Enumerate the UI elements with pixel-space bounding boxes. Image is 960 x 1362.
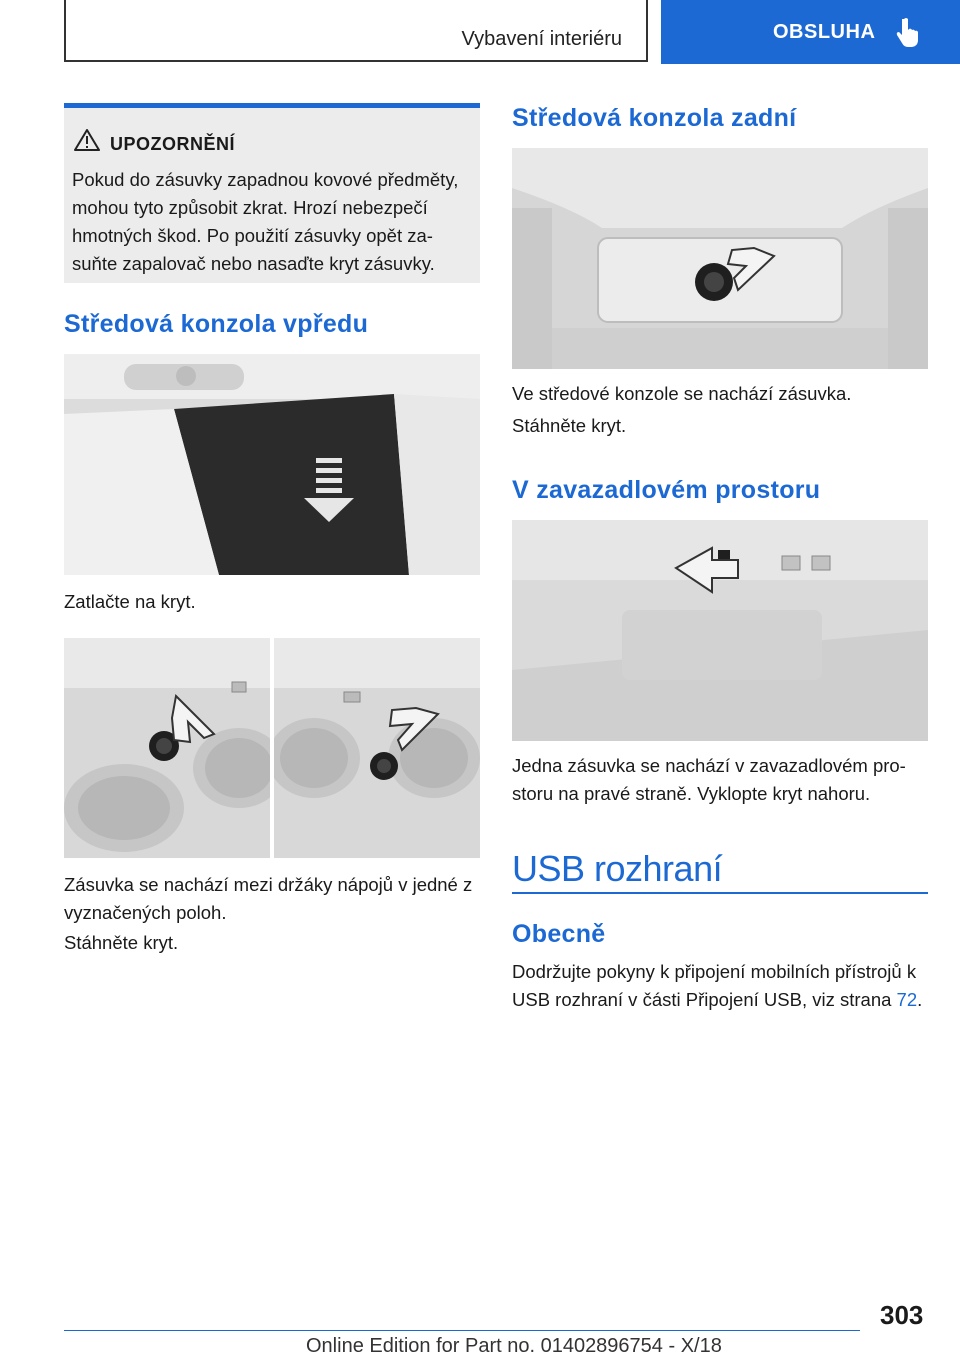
hand-pointer-icon (895, 17, 921, 47)
usb-heading: USB rozhraní (512, 848, 723, 889)
cupholder-caption-line: vyznačených poloh. (64, 902, 227, 923)
trunk-caption-line: Jedna zásuvka se nachází v zavazadlovém pro- (512, 755, 906, 776)
header-chapter-tab[interactable] (661, 0, 960, 64)
warning-box (64, 103, 480, 283)
trunk-caption-line: storu na pravé straně. Vyklopte kryt nahoru. (512, 783, 871, 804)
cupholder-caption (64, 871, 480, 927)
header-section-title: Vybavení interiéru (461, 28, 622, 50)
cupholder-caption-2: Stáhněte kryt. (64, 932, 179, 953)
footer-edition: Online Edition for Part no. 01402896754 - X/18 (306, 1335, 722, 1357)
warning-text (72, 166, 472, 278)
front-console-image (64, 354, 480, 575)
warning-line: hmotných škod. Po použití zásuvky opět za- (72, 225, 433, 246)
front-console-caption: Zatlačte na kryt. (64, 591, 196, 612)
cupholder-image-left (64, 638, 270, 858)
warning-line: Pokud do zásuvky zapadnou kovové předměty, (72, 169, 459, 190)
general-line-2 (512, 986, 932, 1014)
warning-title: UPOZORNĚNÍ (110, 134, 236, 154)
general-text (512, 958, 932, 1014)
cupholder-image-right (274, 638, 480, 858)
front-console-heading: Středová konzola vpředu (64, 310, 369, 338)
header-tab-label: OBSLUHA (773, 20, 876, 43)
general-heading: Obecně (512, 920, 606, 948)
warning-triangle-icon (74, 128, 100, 152)
trunk-image (512, 520, 928, 741)
page-number: 303 (880, 1300, 924, 1330)
rear-console-caption-2: Stáhněte kryt. (512, 415, 627, 436)
cupholder-caption-line: Zásuvka se nachází mezi držáky nápojů v jedné z (64, 874, 473, 895)
trunk-heading: V zavazadlovém prostoru (512, 476, 821, 504)
usb-heading-rule (512, 892, 928, 894)
header-section-box (64, 0, 648, 62)
general-line-2-end: . (917, 989, 923, 1010)
general-line-1: Dodržujte pokyny k připojení mobilních přístrojů k (512, 961, 917, 982)
warning-line: mohou tyto způsobit zkrat. Hrozí nebezpečí (72, 197, 428, 218)
warning-line: suňte zapalovač nebo nasaďte kryt zásuvky. (72, 253, 435, 274)
rear-console-heading: Středová konzola zadní (512, 104, 797, 132)
footer-rule (64, 1330, 860, 1331)
general-line-2-text: USB rozhraní v části Připojení USB, viz strana (512, 989, 897, 1010)
rear-console-image (512, 148, 928, 369)
rear-console-caption: Ve středové konzole se nachází zásuvka. (512, 383, 852, 404)
page-link-72[interactable]: 72 (896, 989, 918, 1010)
trunk-caption (512, 752, 928, 808)
